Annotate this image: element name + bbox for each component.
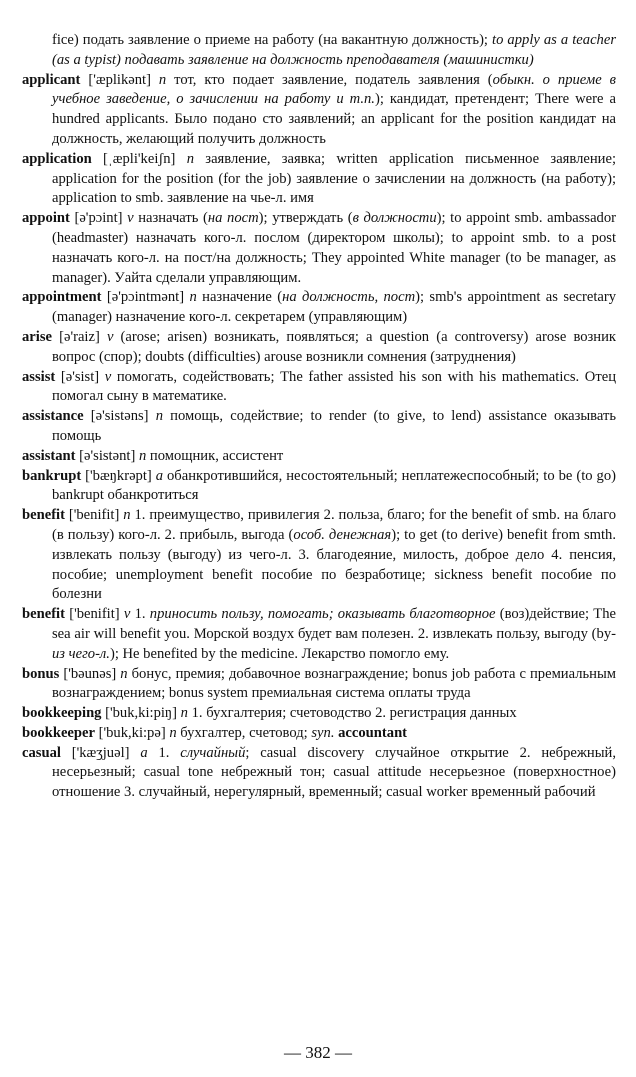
entry-text: ); smb's appointment as secretary (manager) назначение кого-л. секретарем (управляющим) [52, 289, 617, 326]
italic-text: n [186, 150, 194, 167]
entry-text: ['æplikənt] [80, 71, 159, 88]
dictionary-entry [22, 467, 616, 507]
italic-text: v [104, 368, 112, 385]
entry-text: [ə'sistəns] [83, 408, 156, 425]
italic-text: syn. [311, 724, 335, 741]
dictionary-entry [22, 704, 616, 724]
headword: applicant [22, 71, 81, 88]
entry-text: заявление, заявка; written application письменное заявление; application for the position (for the job) заявление о зачислении на должность (на работу); application to smb. заявление на чье-л. имя [52, 150, 616, 207]
entry-text: [ə'pɔintmənt] [101, 289, 190, 306]
italic-text: v [106, 328, 114, 345]
italic-text: v [123, 606, 131, 623]
entry-text: ); кандидат, претендент; There were a hundred applicants. Было подано сто заявлений; an applicant for the position кандидат на должность, желающий получить должность [52, 91, 616, 147]
entry-text: помощь, содействие; to render (to give, to lend) assistance оказывать помощь [52, 408, 616, 444]
dictionary-entry [22, 605, 616, 664]
italic-text: в должности [352, 210, 437, 227]
entry-continuation [22, 31, 616, 71]
italic-text: обыкн. о приеме в учебное заведение, о зачислении на работу и т.п. [52, 71, 616, 108]
italic-text: из чего-л. [52, 645, 110, 662]
headword: appointment [22, 289, 102, 306]
entry-text: fice) подать заявление о приеме на работу (на вакантную должность); [52, 32, 493, 48]
italic-text: n [158, 71, 167, 88]
dictionary-entry [22, 368, 616, 408]
dictionary-entry [22, 506, 616, 605]
headword: arise [22, 328, 52, 345]
entry-text: ['buk,ki:pə] [94, 724, 170, 741]
italic-text: особ. денежная [293, 526, 392, 543]
entry-text: [ə'pɔint] [69, 210, 128, 227]
headword: assistance [22, 408, 84, 425]
headword: benefit [22, 606, 65, 623]
entry-text: (arose; arisen) возникать, появляться; a question (a controversy) arose возник вопрос (спор); doubts (difficulties) arouse возникли сомнения (затруднения) [52, 328, 617, 365]
entry-text: назначать ( [133, 210, 208, 227]
italic-text: n [189, 289, 197, 306]
dictionary-entry [22, 288, 616, 328]
entry-text: 1. [147, 744, 181, 761]
entry-text: бухгалтер, счетовод; [176, 724, 312, 741]
entry-text: [ˌæpli'keiʃn] [91, 150, 187, 167]
entry-text: ['kæʒjuəl] [60, 744, 141, 761]
entry-text: помощник, ассистент [146, 447, 284, 464]
entry-text: ['bəunəs] [59, 665, 121, 682]
dictionary-entry [22, 724, 616, 744]
entries-list [22, 31, 616, 803]
headword: bookkeeping [22, 705, 102, 722]
entry-text: [ə'sistənt] [75, 447, 139, 464]
dictionary-entry [22, 71, 616, 150]
entry-text: ['bæŋkrəpt] [81, 467, 156, 484]
italic-text: n [138, 447, 147, 464]
headword: accountant [338, 724, 408, 741]
italic-text: случайный [180, 744, 246, 761]
entry-text: 1. [130, 606, 150, 623]
dictionary-entry [22, 744, 616, 803]
italic-text: n [169, 724, 177, 741]
italic-text: n [180, 705, 188, 722]
entry-text: ); утверждать ( [258, 210, 353, 227]
entry-text: [ə'raiz] [52, 328, 107, 345]
italic-text: на пост [207, 210, 259, 227]
headword: bankrupt [22, 467, 82, 484]
dictionary-entry [22, 407, 616, 447]
italic-text: приносить пользу, помогать; оказывать благотворное [149, 606, 496, 623]
dictionary-entry [22, 447, 616, 467]
headword: bookkeeper [22, 724, 95, 741]
headword: application [22, 150, 92, 167]
entry-text: ); He benefited by the medicine. Лекарство помогло ему. [109, 645, 450, 662]
entry-text: ['benifit] [64, 606, 124, 623]
headword: appoint [22, 210, 70, 227]
entry-text: ['benifit] [64, 507, 124, 524]
headword: casual [22, 744, 61, 761]
entry-text: 1. преимущество, привилегия 2. польза, благо; for the benefit of smb. на благо (в пользу) кого-л. 2. прибыль, выгода ( [52, 507, 616, 543]
page-number: — 382 — [284, 1043, 352, 1062]
dictionary-entry [22, 665, 616, 705]
italic-text: n [155, 408, 163, 425]
dictionary-entry [22, 209, 616, 288]
entry-text: ; casual discovery случайное открытие 2. небрежный, несерьезный; casual tone небрежный тон; casual attitude несерьезное (поверхностное) отношение 3. случайный, нерегулярный, временный; casual worker временный рабочий [52, 744, 616, 801]
entry-text: помогать, содействовать; The father assisted his son with his mathematics. Отец помогал сыну в математике. [52, 368, 617, 405]
entry-text: бонус, премия; добавочное вознаграждение; bonus job работа с премиальным вознаграждением; bonus system премиальная система оплаты труда [52, 665, 617, 702]
italic-text: v [127, 210, 134, 227]
entry-text: (воз)действие; The sea air will benefit you. Морской воздух будет вам полезен. 2. извлекать пользу, выгоду (by- [52, 606, 616, 642]
italic-text: to apply as a teacher (as a typist) подавать заявление на должность преподавателя (машинистки) [52, 32, 616, 68]
italic-text: на должность, пост [282, 289, 416, 306]
headword: assistant [22, 447, 76, 464]
italic-text: n [123, 507, 131, 524]
dictionary-entry [22, 328, 616, 368]
italic-text: a [155, 467, 164, 484]
entry-text: назначение ( [196, 289, 283, 306]
dictionary-entry [22, 150, 616, 209]
headword: assist [22, 368, 56, 385]
entry-text: обанкротившийся, несостоятельный; неплатежеспособный; to be (to go) bankrupt обанкротиться [52, 467, 616, 504]
entry-text: тот, кто подает заявление, податель заявления ( [166, 71, 493, 88]
entry-text: ['buk,ki:piŋ] [101, 705, 181, 722]
headword: benefit [22, 507, 65, 524]
italic-text: n [120, 665, 128, 682]
entry-text: 1. бухгалтерия; счетоводство 2. регистрация данных [187, 705, 517, 722]
italic-text: a [140, 744, 148, 761]
entry-text: ); to appoint smb. ambassador (headmaster) назначать кого-л. послом (директором школы); to appoint smb. to a post назначать кого-л. на пост/на должность; They appointed White manager (to be manager, as manager). Уайта сделали управляющим. [52, 210, 617, 286]
entry-text: [ə'sist] [55, 368, 105, 385]
headword: bonus [22, 665, 60, 682]
entry-text: ); to get (to derive) benefit from smth. извлекать пользу (выгоду) из чего-л. 3. благодеяние, милость, доброе дело 4. пенсия, пособие; unemployment benefit пособие по безработице; sickness benefit пособие по болезни [52, 526, 616, 603]
